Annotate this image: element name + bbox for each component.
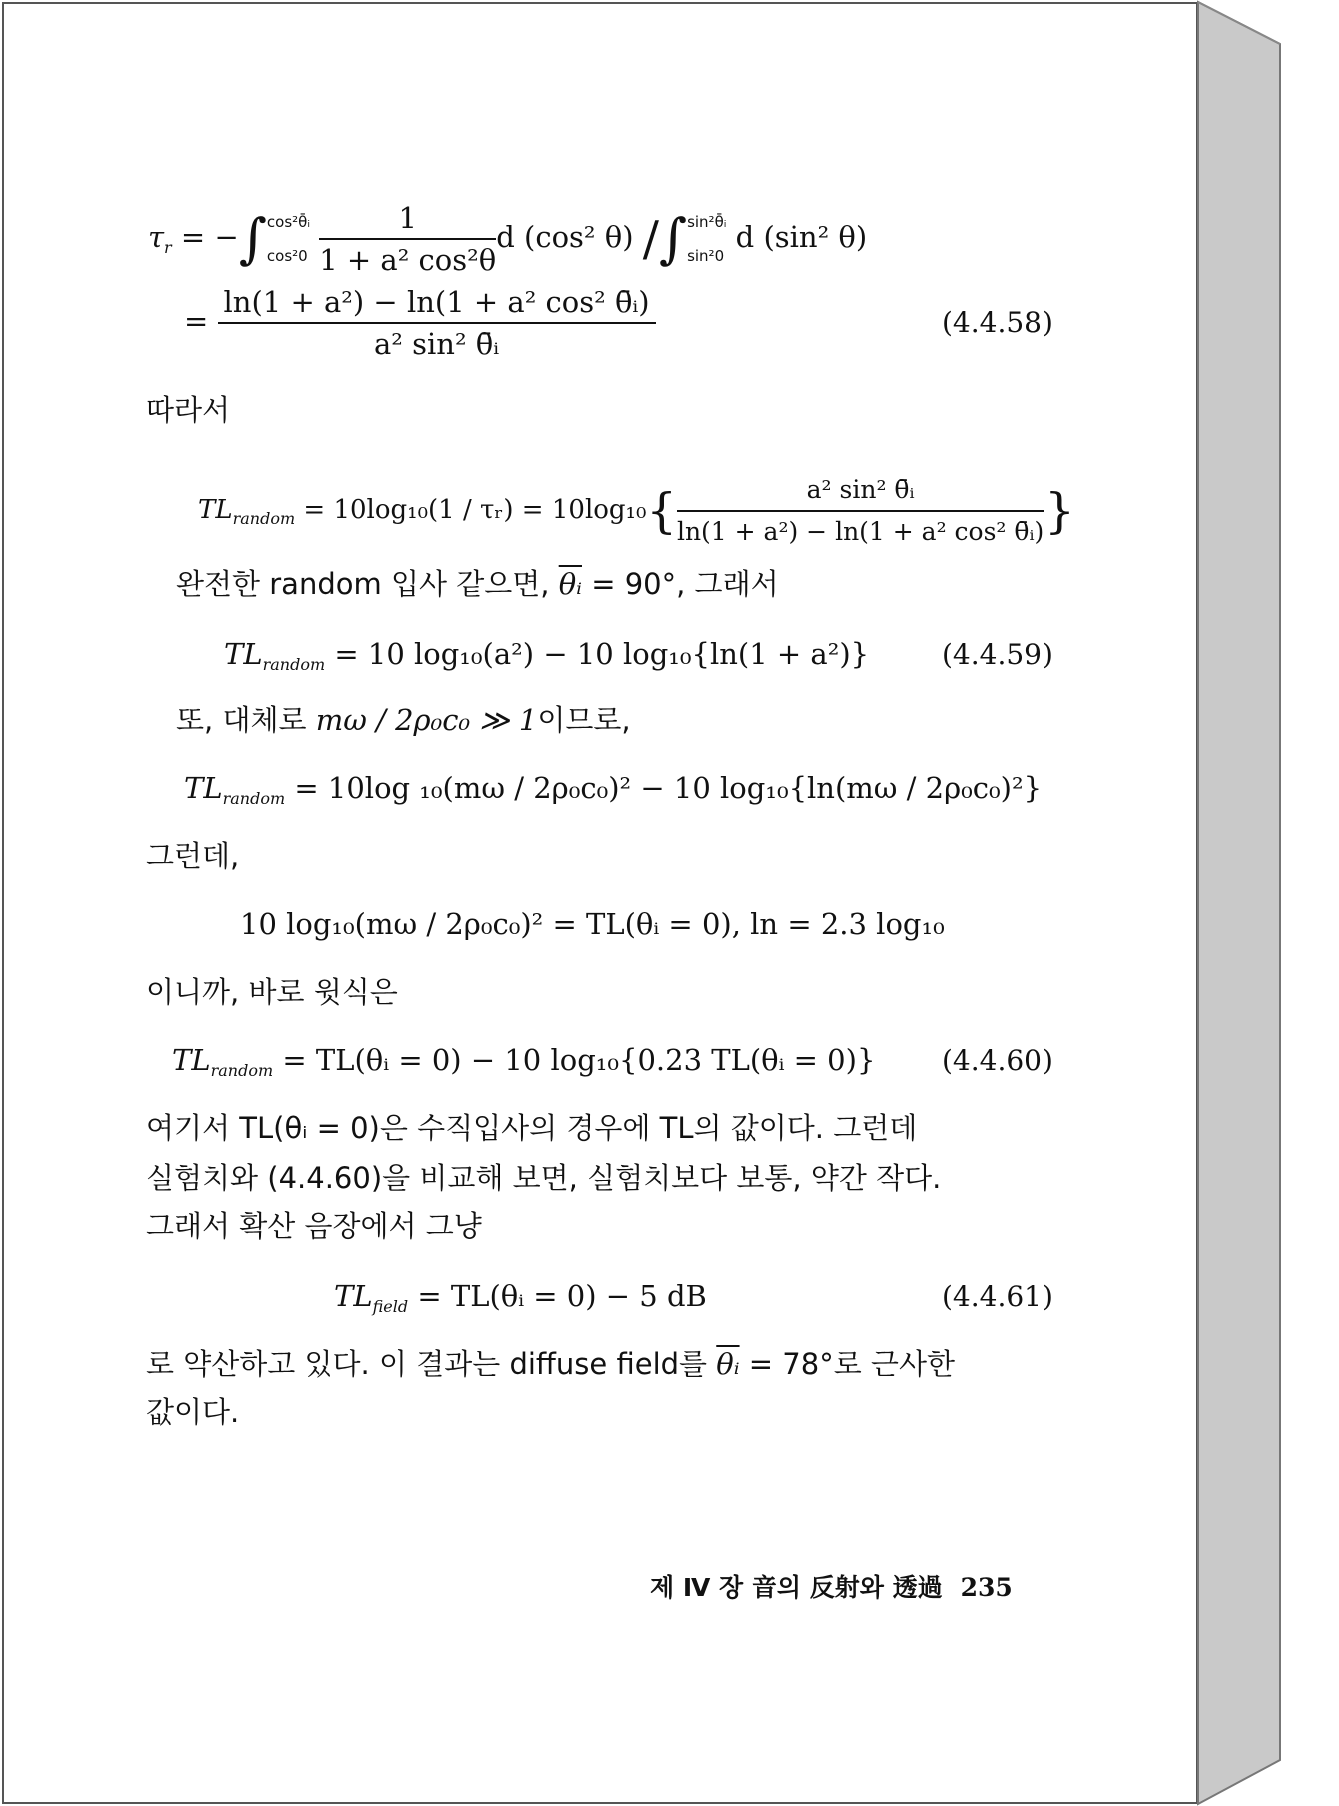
paragraph-2-line1: 로 약산하고 있다. 이 결과는 diffuse field를 $\overline{\theta ᵢ} = 78^\circ$로 근사한 <box>146 1347 955 1381</box>
paragraph-1-line2: 실험치와 (4.4.60)을 비교해 보면, 실험치보다 보통, 약간 작다. <box>146 1161 942 1195</box>
equation-number-4-4-61: (4.4.61) <box>942 1280 1053 1313</box>
paragraph-2-line2: 값이다. <box>146 1395 240 1429</box>
text-random-incidence: 완전한 random 입사 같으면, $\overline{\theta ᵢ} = 90^\circ$, 그래서 <box>176 567 779 601</box>
fraction-integrand: $\frac{1}{\text{1 + a² cos²θ}}$ <box>319 201 497 277</box>
eq-4-4-58-line1: $\tau_r$ = −∫ cos²θ̄ᵢ cos²0 $\frac{1}{\text{1 + a² cos²θ}}$ d (cos² θ) /∫ sin²θ̄ᵢ sin²0 d (sin² θ) <box>148 201 868 277</box>
eq-tl-random-1: $TL_{random} = 10\log_{10}(1$ / τᵣ) = 10log₁₀{ $\frac{\text{a² sin² θ̄ᵢ}}{\text{ln(1 + a²) − ln(1 + a² cos² θ̄ᵢ)}}$ } <box>198 472 1075 550</box>
text-so-above: 이니까, 바로 윗식은 <box>146 975 398 1009</box>
eq-4-4-58-line2: = $\frac{\text{ln(1 + a²) − ln(1 + a² cos² θ̄ᵢ)}}{\text{a² sin² θ̄ᵢ}}$ <box>184 284 656 362</box>
eq-4-4-61: $TL_{field}$ = TL(θᵢ = 0) − 5 dB <box>334 1279 707 1316</box>
equation-number-4-4-60: (4.4.60) <box>942 1044 1053 1077</box>
paragraph-1-line1: 여기서 TL(θᵢ = 0)은 수직입사의 경우에 TL의 값이다. 그런데 <box>146 1111 918 1145</box>
page-footer <box>650 1568 1013 1604</box>
eq-4-4-59: $TL_{random} = 10$ log₁₀(a²) − 10 log₁₀{ln(1 + a²)} <box>224 637 870 674</box>
equation-number-4-4-59: (4.4.59) <box>942 638 1053 671</box>
text-therefore: 따라서 <box>146 393 231 427</box>
integral-sign: ∫ <box>238 207 267 270</box>
equation-number-4-4-58: (4.4.58) <box>942 306 1053 339</box>
text-however: 그런데, <box>146 839 240 873</box>
text-also: 또, 대체로 mω / 2ρ₀c₀ ≫ 1이므로, <box>176 703 631 737</box>
fraction-result: $\frac{\text{ln(1 + a²) − ln(1 + a² cos² θ̄ᵢ)}}{\text{a² sin² θ̄ᵢ}}$ <box>218 284 656 362</box>
fraction-tl-random: $\frac{\text{a² sin² θ̄ᵢ}}{\text{ln(1 + a²) − ln(1 + a² cos² θ̄ᵢ)}}$ <box>677 472 1044 550</box>
page-number: 235 <box>960 1573 1013 1602</box>
eq-4-4-60: $TL_{random}$ = TL(θᵢ = 0) − 10 log₁₀{0.23 TL(θᵢ = 0)} <box>172 1043 876 1080</box>
eq-tl-random-2: $TL_{random} = 10\log$ ₁₀(mω / 2ρ₀c₀)² − 10 log₁₀{ln(mω / 2ρ₀c₀)²} <box>184 771 1043 808</box>
chapter-title: 제 Ⅳ 장 音의 反射와 透過 <box>650 1573 943 1602</box>
paragraph-1-line3: 그래서 확산 음장에서 그냥 <box>146 1209 482 1243</box>
eq-relation: 10 log₁₀(mω / 2ρ₀c₀)² = TL(θᵢ = 0), ln = 2.3 log₁₀ <box>240 907 945 941</box>
